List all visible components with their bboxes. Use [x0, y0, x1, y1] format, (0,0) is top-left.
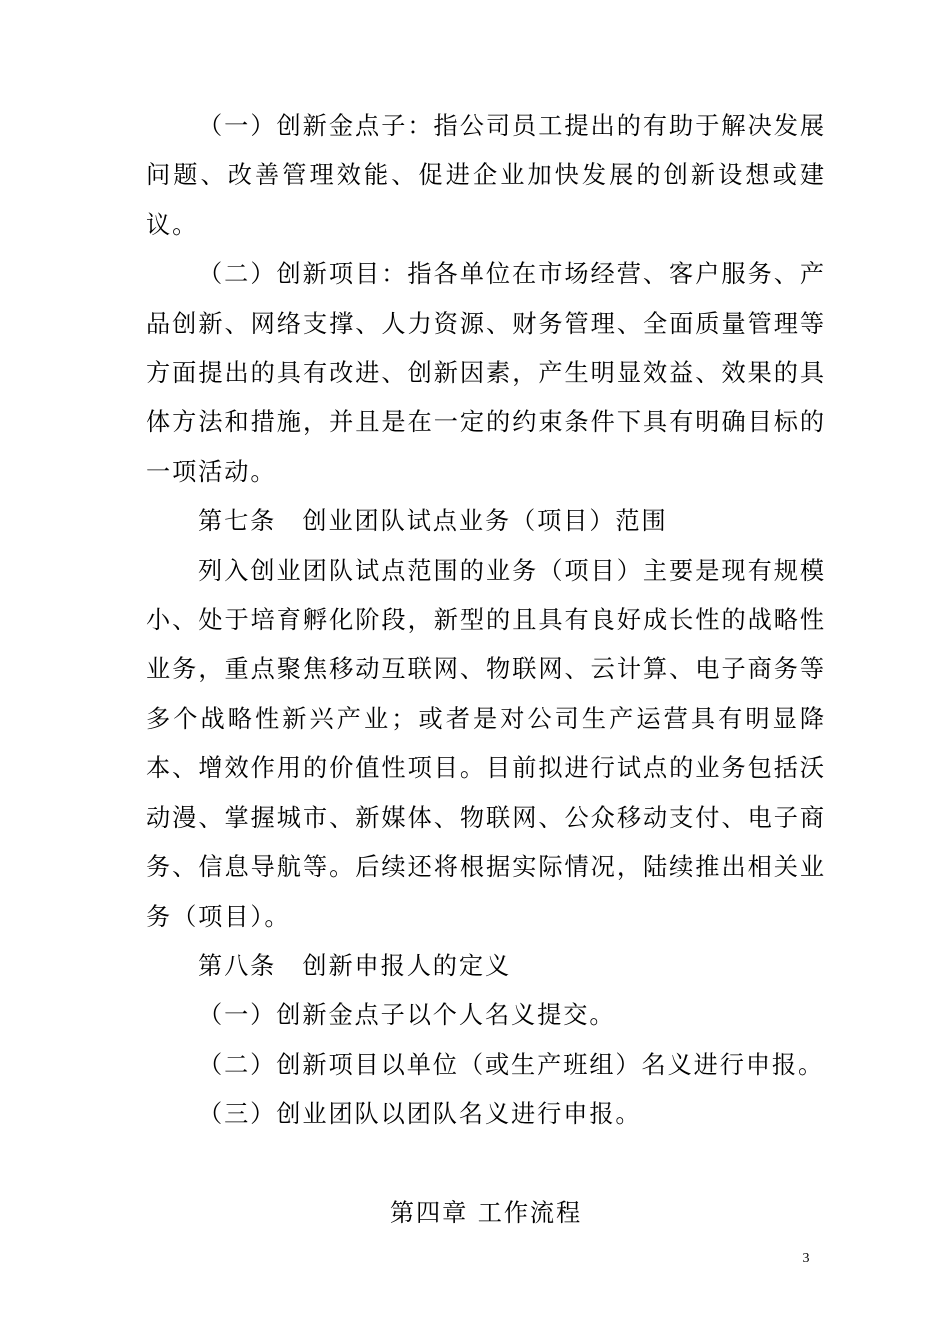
paragraph-innovation-project-definition: （二）创新项目：指各单位在市场经营、客户服务、产品创新、网络支撑、人力资源、财务管理、全面质量管理等方面提出的具有改进、创新因素，产生明显效益、效果的具体方法和措施，并且是在一定的约束条件下具有明确目标的一项活动。 — [146, 260, 826, 486]
paragraph-golden-idea-definition: （一）创新金点子：指公司员工提出的有助于解决发展问题、改善管理效能、促进企业加快发展的创新设想或建议。 — [146, 112, 826, 239]
article-8-heading: 第八条 创新申报人的定义 — [198, 951, 512, 980]
paragraph-pilot-business-scope: 列入创业团队试点范围的业务（项目）主要是现有规模小、处于培育孵化阶段，新型的且具有良好成长性的战略性业务，重点聚焦移动互联网、物联网、云计算、电子商务等多个战略性新兴产业；或者是对公司生产运营具有明显降本、增效作用的价值性项目。目前拟进行试点的业务包括沃动漫、掌握城市、新媒体、物联网、公众移动支付、电子商务、信息导航等。后续还将根据实际情况，陆续推出相关业务（项目）。 — [146, 556, 826, 931]
paragraph-applicant-team: （三）创业团队以团队名义进行申报。 — [198, 1100, 642, 1129]
page-number: 3 — [802, 1251, 810, 1266]
paragraph-applicant-golden-idea: （一）创新金点子以个人名义提交。 — [198, 1001, 616, 1030]
paragraph-applicant-project: （二）创新项目以单位（或生产班组）名义进行申报。 — [198, 1050, 825, 1079]
chapter-heading: 第四章 工作流程 — [389, 1198, 583, 1227]
page-body — [146, 102, 826, 1238]
article-7-heading: 第七条 创业团队试点业务（项目）范围 — [198, 507, 668, 536]
